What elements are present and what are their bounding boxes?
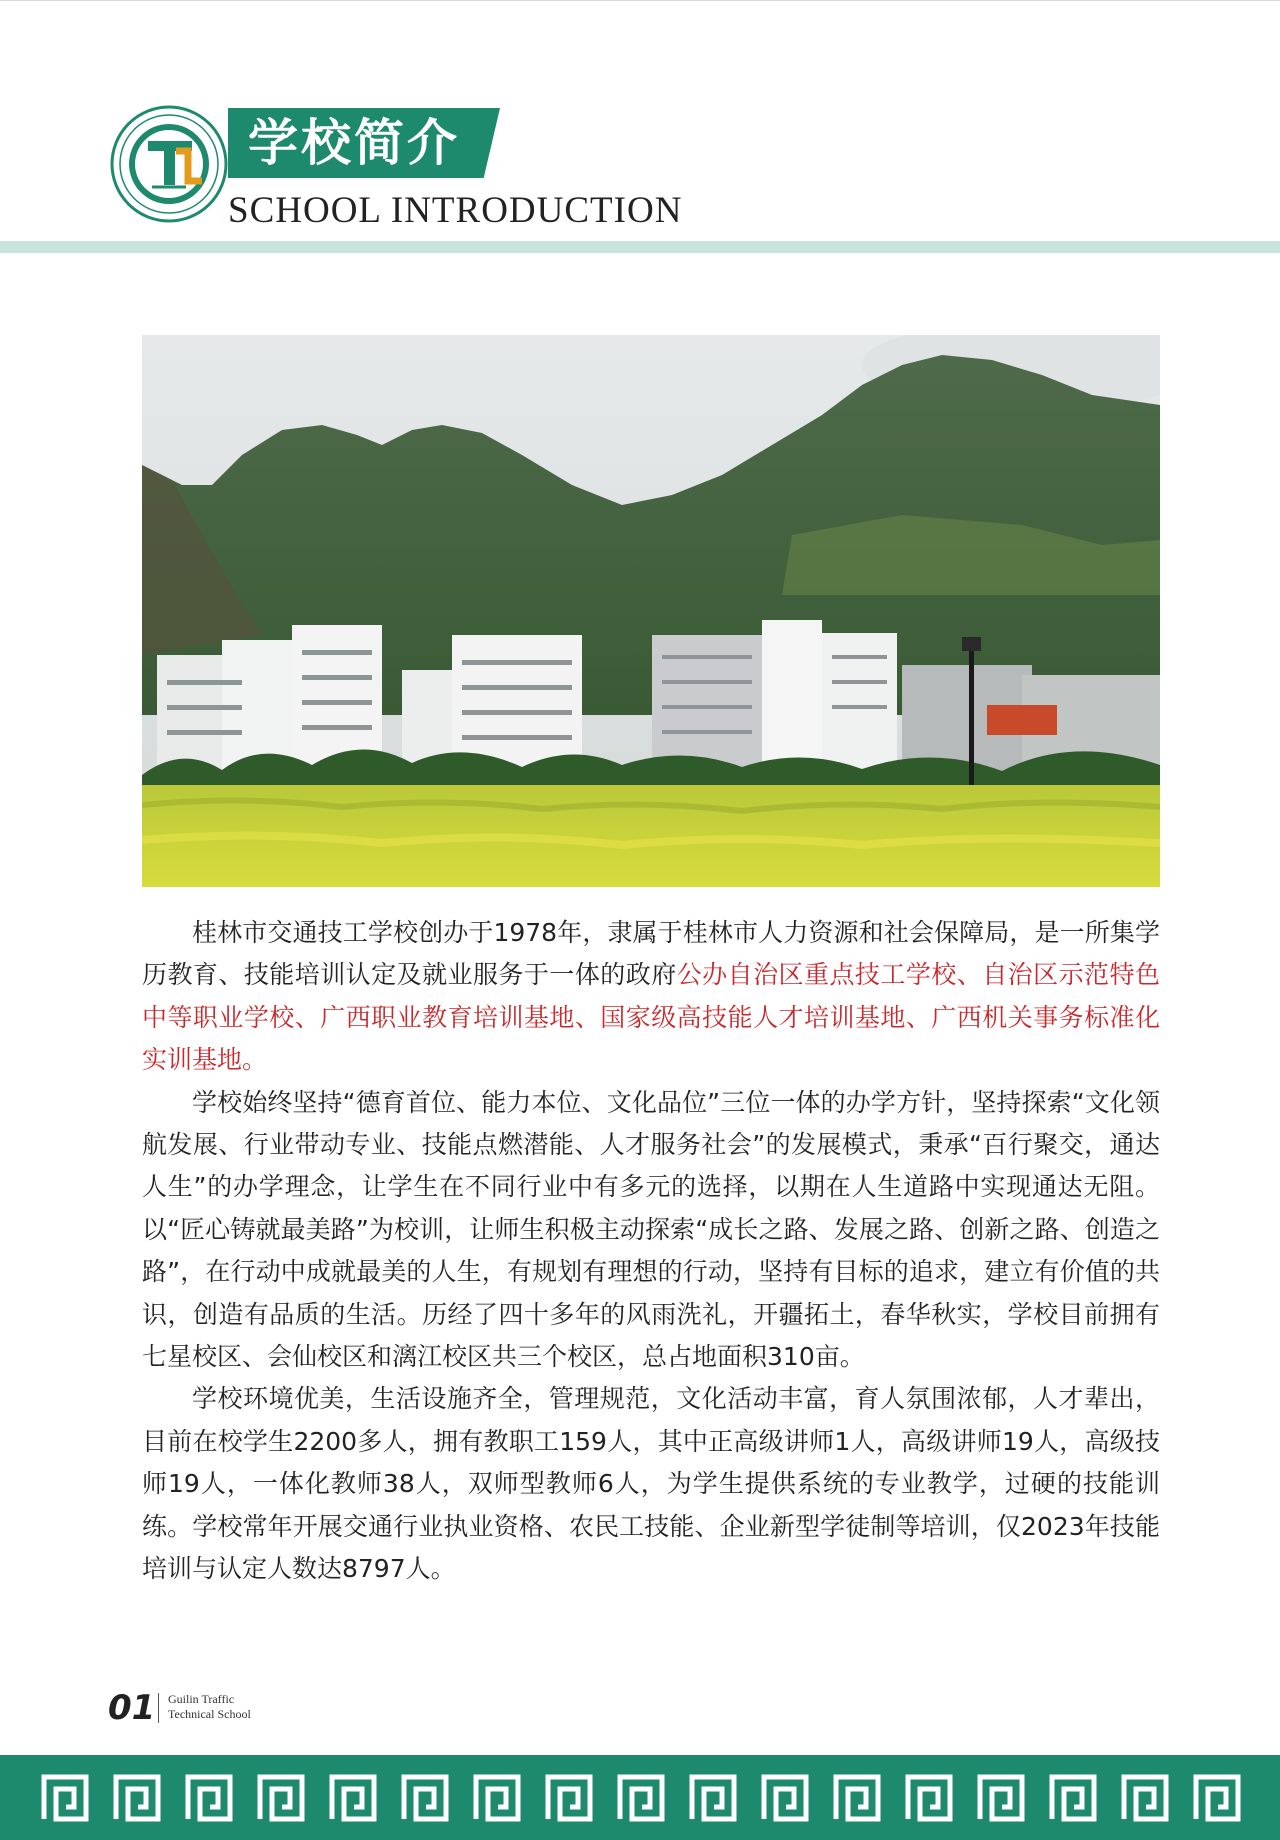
campus-photo	[142, 335, 1160, 887]
page-number: 01	[108, 1688, 156, 1728]
page-title-zh: 学校简介	[248, 113, 460, 172]
page-top-border	[0, 0, 1280, 1]
footer-school-line-1: Guilin Traffic	[168, 1692, 235, 1706]
paragraph-1	[142, 912, 1160, 1082]
fret-motif	[116, 1777, 158, 1819]
fret-motif	[188, 1777, 230, 1819]
fret-motif	[332, 1777, 374, 1819]
fret-motif	[764, 1777, 806, 1819]
fret-motif	[836, 1777, 878, 1819]
header-rule	[0, 241, 1280, 253]
school-emblem-logo	[110, 105, 228, 223]
page-title-en: SCHOOL INTRODUCTION	[228, 190, 683, 231]
fret-pattern-band	[0, 1755, 1280, 1840]
fret-motif	[1196, 1777, 1238, 1819]
paragraph-1-text: 桂林市交通技工学校创办于1978年，隶属于桂林市人力资源和社会保障局，是一所集学历教育、技能培训认定及就业服务于一体的政府	[142, 918, 1160, 990]
paragraph-3: 学校环境优美，生活设施齐全，管理规范，文化活动丰富，育人氛围浓郁，人才辈出，目前在校学生2200多人，拥有教职工159人，其中正高级讲师1人，高级讲师19人，高级技师19人，一体化教师38人，双师型教师6人，为学生提供系统的专业教学，过硬的技能训练。学校常年开展交通行业执业资格、农民工技能、企业新型学徒制等培训，仅2023年技能培训与认定人数达8797人。	[142, 1384, 1160, 1584]
footer-school-line-2: Technical School	[168, 1707, 251, 1721]
fret-motif	[620, 1777, 662, 1819]
fret-motif	[44, 1777, 86, 1819]
introduction-text	[142, 912, 1160, 1591]
fret-motif	[404, 1777, 446, 1819]
fret-motif	[476, 1777, 518, 1819]
fret-motif	[908, 1777, 950, 1819]
fret-motif	[1124, 1777, 1166, 1819]
fret-motif	[980, 1777, 1022, 1819]
page-number-divider	[158, 1693, 159, 1723]
paragraph-1-highlight: 公办自治区重点技工学校、自治区示范特色中等职业学校、广西职业教育培训基地、国家级高技能人才培训基地、广西机关事务标准化实训基地。	[142, 960, 1160, 1075]
fret-motif	[692, 1777, 734, 1819]
footer-school-name	[168, 1692, 308, 1722]
fret-motif	[548, 1777, 590, 1819]
fret-motif	[1052, 1777, 1094, 1819]
paragraph-2: 学校始终坚持“德育首位、能力本位、文化品位”三位一体的办学方针，坚持探索“文化领航发展、行业带动专业、技能点燃潜能、人才服务社会”的发展模式，秉承“百行聚交，通达人生”的办学理念，让学生在不同行业中有多元的选择，以期在人生道路中实现通达无阻。以“匠心铸就最美路”为校训，让师生积极主动探索“成长之路、发展之路、创新之路、创造之路”，在行动中成就最美的人生，有规划有理想的行动，坚持有目标的追求，建立有价值的共识，创造有品质的生活。历经了四十多年的风雨洗礼，开疆拓土，春华秋实，学校目前拥有七星校区、会仙校区和漓江校区共三个校区，总占地面积310亩。	[142, 1087, 1160, 1372]
fret-motif	[260, 1777, 302, 1819]
